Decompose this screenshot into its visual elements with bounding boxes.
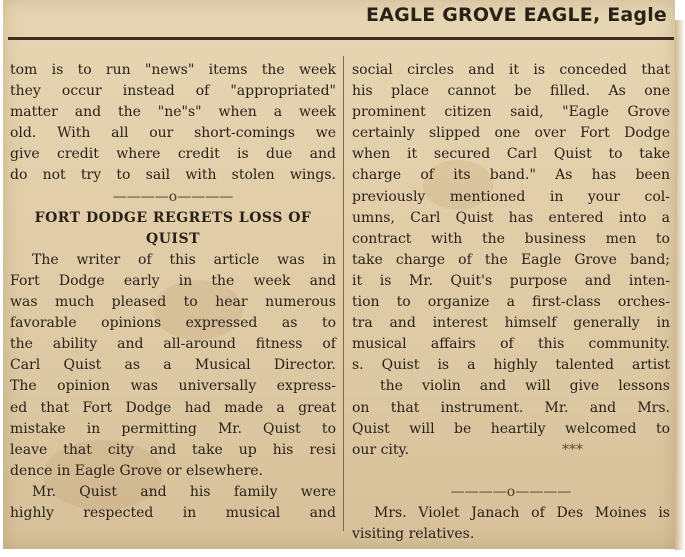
text-line: matter and the "ne"s" when a week — [10, 104, 336, 121]
text-line: previously mentioned in your col- — [352, 188, 670, 205]
text-line: favorable opinions expressed as to — [10, 315, 336, 332]
text-line: social circles and it is conceded that — [352, 62, 670, 78]
left-column — [10, 60, 336, 524]
text-line: highly respected in musical and — [10, 504, 336, 521]
text-line: tom is to run "news" items the week — [10, 62, 336, 78]
text-line: Carl Quist as a Musical Director. — [10, 357, 336, 374]
text-line: it is Mr. Quit's purpose and inten- — [352, 272, 670, 289]
text-fragment: our city. — [352, 441, 410, 458]
text-line: was much pleased to hear numerous — [10, 294, 336, 311]
text-line: contract with the business men to — [352, 230, 670, 247]
text-line: leave that city and take up his resi — [10, 441, 336, 458]
text-line: when it secured Carl Quist to take — [352, 146, 670, 163]
text-line: do not try to sail with stolen wings. — [10, 167, 336, 184]
article-headline: QUIST — [146, 230, 200, 247]
text-line: Mr. Quist and his family were — [32, 483, 336, 500]
clipping-edge — [675, 20, 685, 550]
right-column — [352, 60, 670, 545]
end-marks: *** — [562, 441, 583, 458]
article-headline: FORT DODGE REGRETS LOSS OF — [34, 209, 312, 226]
text-line: dence in Eagle Grove or elsewhere. — [10, 462, 263, 479]
masthead-rule — [8, 37, 674, 40]
text-line: certainly slipped one over Fort Dodge — [352, 125, 670, 142]
text-line: charge of its band." As has been — [352, 167, 670, 184]
text-line: The opinion was universally express- — [10, 378, 336, 395]
text-line: musical affairs of this community. — [352, 336, 670, 353]
text-line: s. Quist is a highly talented artist — [352, 357, 670, 374]
text-line — [352, 440, 670, 461]
text-line: tra and interest himself generally in — [352, 315, 670, 332]
text-line: Mrs. Violet Janach of Des Moines is — [374, 504, 670, 521]
text-line: give credit where credit is due and — [10, 146, 336, 163]
text-line: on that instrument. Mr. and Mrs. — [352, 399, 670, 416]
text-line: ed that Fort Dodge had made a great — [10, 399, 336, 416]
text-line: umns, Carl Quist has entered into a — [352, 209, 670, 226]
text-line: Quist will be heartily welcomed to — [352, 420, 670, 437]
text-line: the violin and will give lessons — [380, 378, 670, 395]
text-line: Fort Dodge early in the week and — [10, 272, 336, 289]
text-line: they occur instead of "appropriated" — [10, 83, 336, 100]
text-line: his place cannot be filled. As one — [352, 83, 670, 100]
text-line: old. With all our short-comings we — [10, 125, 336, 142]
text-line: The writer of this article was in — [32, 251, 336, 268]
section-separator: ————o———— — [112, 188, 234, 205]
blank-line — [352, 461, 670, 482]
newspaper-masthead: EAGLE GROVE EAGLE, Eagle — [366, 4, 667, 26]
text-line: prominent citizen said, "Eagle Grove — [352, 104, 670, 121]
text-line: visiting relatives. — [352, 526, 475, 543]
column-divider — [343, 56, 344, 531]
text-line: take charge of the Eagle Grove band; — [352, 251, 670, 268]
text-line: mistake in permitting Mr. Quist to — [10, 420, 336, 437]
text-line: the ability and all-around fitness of — [10, 336, 336, 353]
text-line: tion to organize a first-class orches- — [352, 294, 670, 311]
section-separator: ————o———— — [450, 483, 572, 500]
